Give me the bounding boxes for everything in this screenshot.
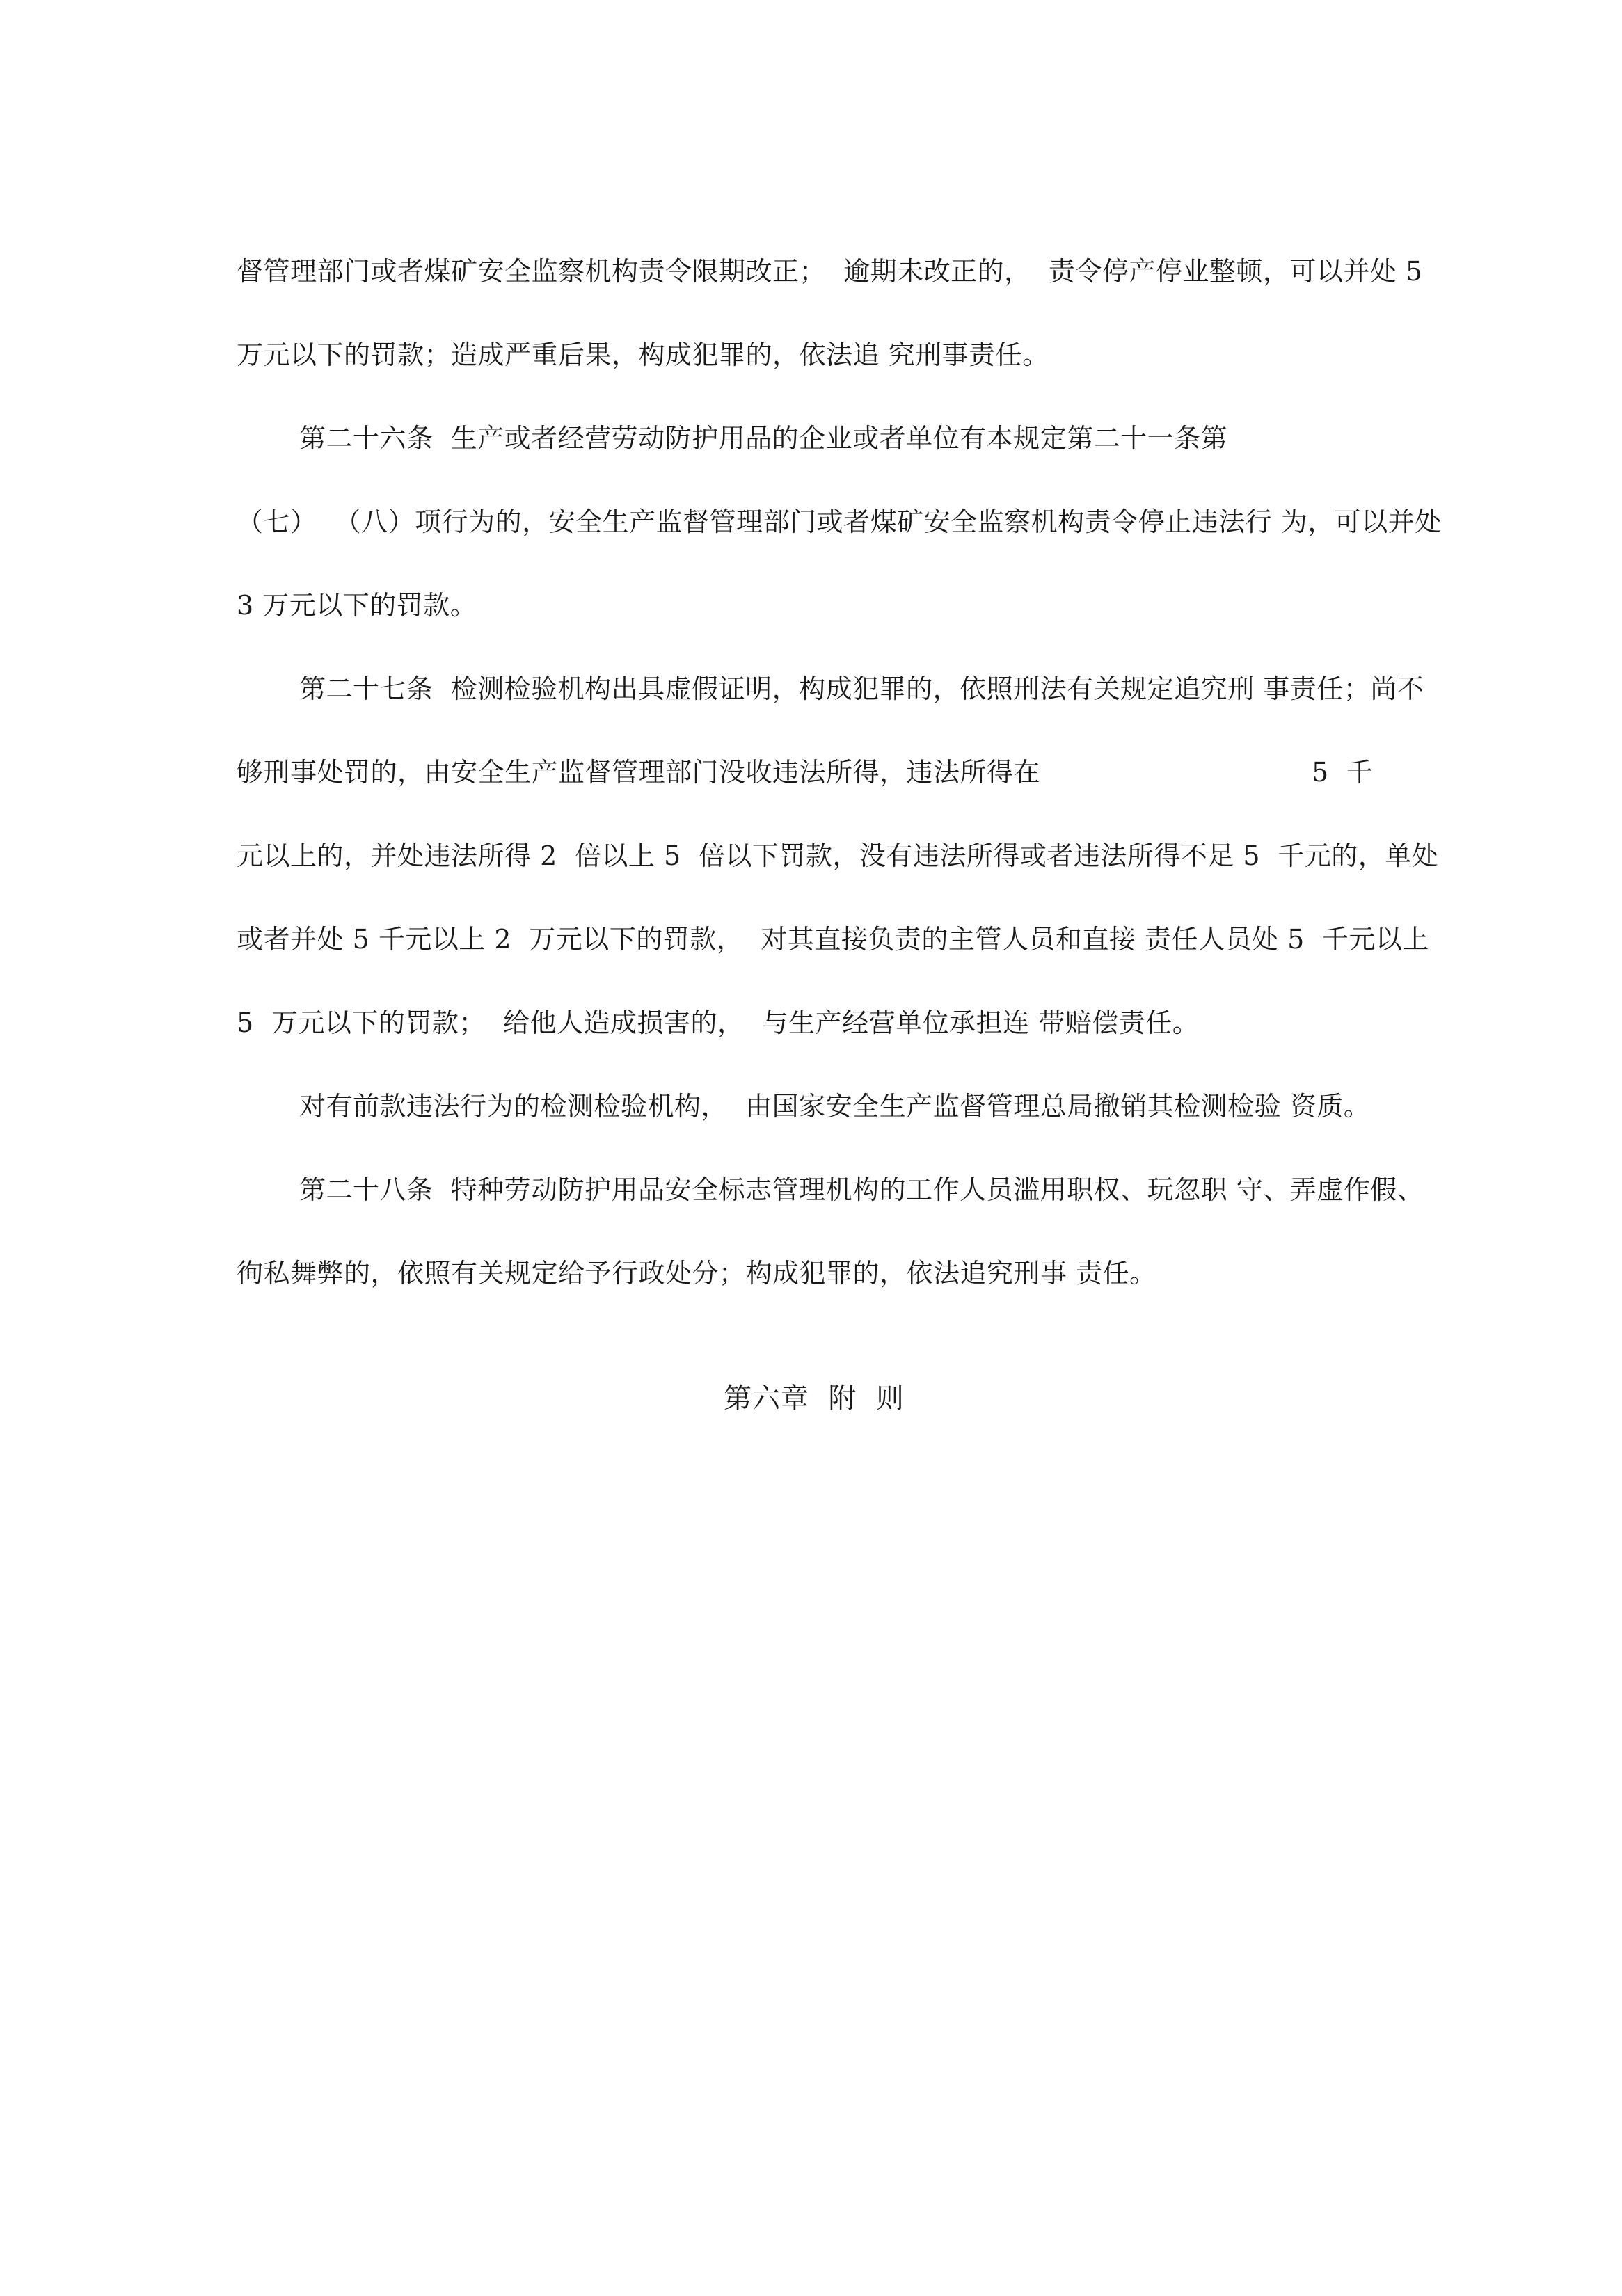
document-line: 督管理部门或者煤矿安全监察机构责令限期改正； 逾期未改正的， 责令停产停业整顿，可以并处 5 bbox=[237, 256, 1423, 287]
document-line: 万元以下的罚款；造成严重后果，构成犯罪的，依法追 究刑事责任。 bbox=[237, 340, 1049, 370]
document-line-article-26: 第二十六条 生产或者经营劳动防护用品的企业或者单位有本规定第二十一条第 bbox=[299, 423, 1228, 454]
chapter-heading: 第六章 附 则 bbox=[724, 1382, 905, 1414]
document-line: 5 万元以下的罚款； 给他人造成损害的， 与生产经营单位承担连 带赔偿责任。 bbox=[237, 1007, 1200, 1038]
document-line: 3 万元以下的罚款。 bbox=[237, 590, 477, 621]
document-line: 够刑事处罚的，由安全生产监督管理部门没收违法所得，违法所得在 5 千 bbox=[237, 757, 1374, 788]
document-line: 元以上的，并处违法所得 2 倍以上 5 倍以下罚款，没有违法所得或者违法所得不足 5 千元的，单处 bbox=[237, 840, 1439, 871]
document-line: 对有前款违法行为的检测检验机构， 由国家安全生产监督管理总局撤销其检测检验 资质。 bbox=[299, 1091, 1371, 1122]
document-line-article-28: 第二十八条 特种劳动防护用品安全标志管理机构的工作人员滥用职权、玩忽职 守、弄虚作假、 bbox=[299, 1174, 1424, 1205]
document-line: 徇私舞弊的，依照有关规定给予行政处分；构成犯罪的，依法追究刑事 责任。 bbox=[237, 1258, 1156, 1289]
page-blank-area bbox=[0, 1447, 1622, 2296]
document-line: （七） （八）项行为的，安全生产监督管理部门或者煤矿安全监察机构责令停止违法行 为，可以并处 bbox=[237, 507, 1442, 537]
document-line-article-27: 第二十七条 检测检验机构出具虚假证明，构成犯罪的，依照刑法有关规定追究刑 事责任；尚不 bbox=[299, 673, 1424, 704]
document-body-text bbox=[237, 230, 1442, 1315]
document-line: 或者并处 5 千元以上 2 万元以下的罚款， 对其直接负责的主管人员和直接 责任人员处 5 千元以上 bbox=[237, 924, 1429, 955]
